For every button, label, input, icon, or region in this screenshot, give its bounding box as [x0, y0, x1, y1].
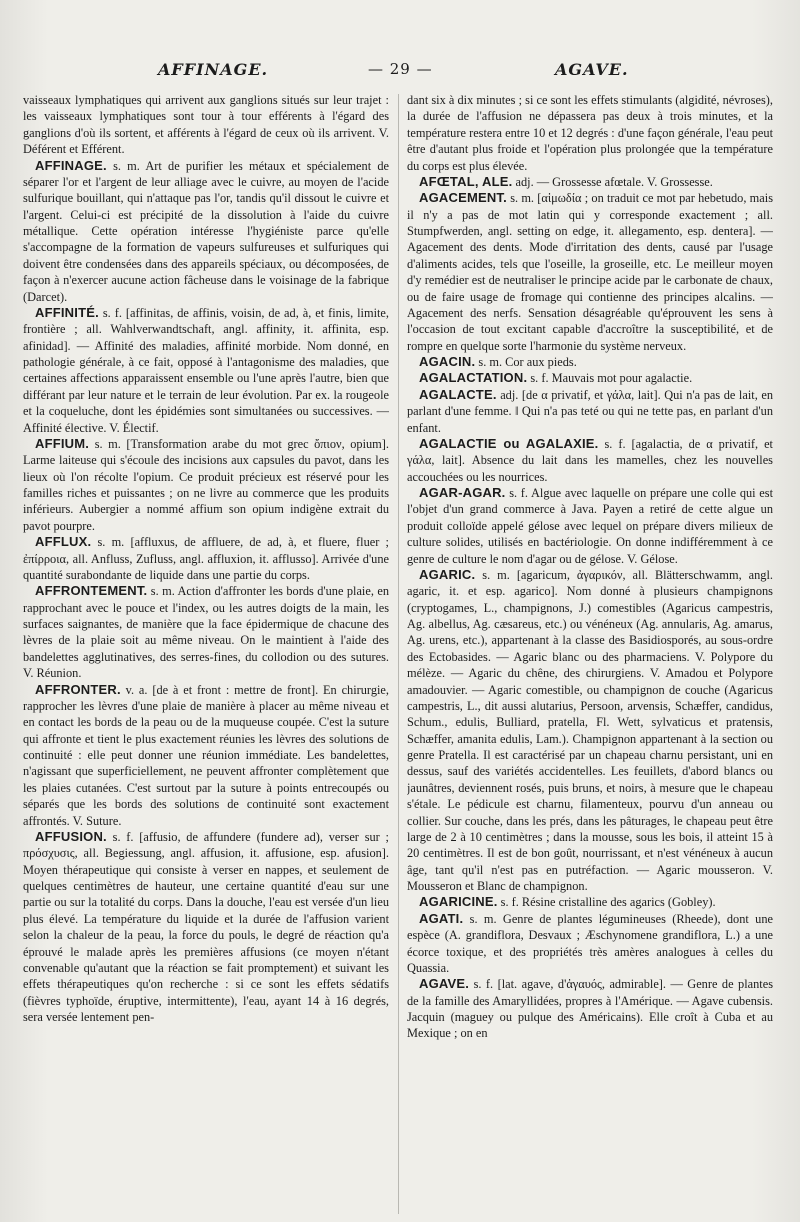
- entry-text: s. m. Art de purifier les métaux et spécialement de séparer l'or et l'argent de leur alliage avec le cuivre, au moyen de l'acide sulfurique bouillant, qui n'attaque pas l'or, tandis qu'il dissout le cuivre et l'argent. Celui-ci est précipité de la dissolution à l'aide du cuivre métallique. Cette opération intéresse l'hygiéniste parce qu'elle s'accompagne de la formation de vapeurs sulfureuses et sulfuriques qui doivent être condensées dans des appareils spéciaux, ou décomposées, de façon à n'exercer aucune action fâcheuse dans le voisinage de la fabrique (Darcet).: [23, 158, 389, 304]
- entry-text: v. a. [de à et front : mettre de front]. En chirurgie, rapprocher les lèvres d'une plaie de manière à placer au même niveau et en contact les bords de la peau ou de la muqueuse coupée. C'est la suture qui affronte et tient le plus exactement réunies les lèvres des solutions de continuité : elle peut donner une réunion immédiate. Les bandelettes, n'agissant que superficiellement, ne peuvent affronter complètement que les plaies cutanées. C'est surtout par la suture à points entrecoupés ou séparés que les bords des solutions de continuité sont exactement affrontés. V. Suture.: [23, 682, 389, 828]
- dictionary-entry: [407, 436, 773, 485]
- dictionary-entry: [407, 894, 773, 910]
- entry-headword: AGARICINE.: [419, 894, 498, 910]
- entry-headword: AGAVE.: [419, 976, 470, 992]
- entry-headword: AFFUSION.: [35, 828, 107, 844]
- dictionary-entry: [407, 370, 773, 386]
- entry-text: s. f. Algue avec laquelle on prépare une colle qui est l'objet d'un grand commerce à Java. Payen a retiré de cette algue un produit colloïde appelé gélose avec lequel on prépare divers milieux de culture solides, utilisés en bactériologie. On donne indifféremment à ce genre de culture le nom d'agar ou de gélose. V. Gélose.: [407, 486, 773, 566]
- entry-text: s. f. [affusio, de affundere (fundere ad), verser sur ; πρόσχυσις, all. Begiessung, angl. affusion, it. affusione, esp. afusion]. Moyen thérapeutique qui consiste à verser en nappes, et seulement de quelques centimètres de hauteur, une certaine quantité d'eau sur une partie ou sur la totalité du corps. Dans la douche, l'eau est versée d'un lieu plus élevé. La température du liquide et la durée de l'affusion varient selon la chaleur de la peau, la force du pouls, le degré de réaction qu'a éprouvé le malade après les premières affusions (ce moyen n'étant convenable qu'autant que la réaction se fait promptement) et suivant les effets thérapeutiques qu'on recherche : si ce sont les effets sédatifs (fièvres typhoïde, éruptive, intermittente), l'eau, ayant 14 à 16 degrés, sera versée lentement pen-: [23, 829, 389, 1024]
- entry-headword: AFFRONTEMENT.: [35, 583, 148, 599]
- dictionary-entry: [23, 583, 389, 681]
- entry-headword: AGALACTIE ou AGALAXIE.: [419, 435, 599, 451]
- page-number: — 29 —: [368, 60, 433, 78]
- entry-text: s. f. Mauvais mot pour agalactie.: [530, 371, 693, 386]
- entry-headword: AGALACTATION.: [419, 370, 528, 386]
- running-head-right: AGAVE.: [555, 60, 629, 79]
- dictionary-entry: [407, 485, 773, 567]
- entry-headword: AGALACTE.: [419, 386, 497, 402]
- entry-headword: AGACIN.: [419, 354, 476, 369]
- left-column: [23, 92, 389, 1218]
- entry-text: dant six à dix minutes ; si ce sont les effets stimulants (algidité, névroses), la durée de l'affusion ne dépassera pas deux à trois minutes, et la température restera entre 10 et 12 degrés : d'une façon générale, l'eau peut être d'autant plus froide et l'opération plus prolongée que la température du corps est plus élevée.: [407, 93, 773, 173]
- dictionary-entry: [407, 174, 773, 190]
- running-head-left: AFFINAGE.: [158, 60, 269, 79]
- entry-text: s. f. Résine cristalline des agarics (Gobley).: [500, 895, 716, 910]
- entry-headword: AFFINITÉ.: [35, 304, 99, 320]
- dictionary-entry: [23, 158, 389, 305]
- dictionary-entry: [407, 387, 773, 436]
- dictionary-entry: [407, 354, 773, 370]
- entry-text: s. m. Genre de plantes légumineuses (Rheede), dont une espèce (A. grandiflora, Desvaux ; Æschynomene grandiflora, L.) a une écorce toxique, et des propriétés très amères analogues à celles du Quassia.: [407, 911, 773, 975]
- entry-headword: AFFRONTER.: [35, 681, 121, 697]
- dictionary-entry: [407, 567, 773, 895]
- dictionary-entry: [23, 682, 389, 829]
- right-column: [407, 92, 773, 1218]
- entry-text: s. m. [affluxus, de affluere, de ad, à, et fluere, fluer ; ἐπίρροια, all. Anfluss, Zufluss, angl. affluxion, it. afflusso]. Arrivée d'une quantité surabondante de liquide dans une partie du corps.: [23, 535, 389, 582]
- entry-text: s. m. [Transformation arabe du mot grec ὄπιον, opium]. Larme laiteuse qui s'écoule des incisions aux capsules du pavot, dans les lieux où l'on récolte l'opium. Ce produit précieux est réservé pour les familles riches et puissantes ; on ne livre au commerce que les produits inférieurs. Aubergier a nommé affium son opium indigène extrait du pavot pourpre.: [23, 436, 389, 533]
- entry-headword: AGAR-AGAR.: [419, 485, 506, 500]
- dictionary-entry: [407, 976, 773, 1042]
- running-head: [0, 60, 800, 82]
- entry-text: s. m. Action d'affronter les bords d'une plaie, en rapprochant avec le pouce et l'index, ou les autres doigts de la main, les surfaces saignantes, de manière que la face épidermique de chacune des lèvres de la plaie soit au même niveau. On le maintient à l'aide des bandelettes agglutinatives, des serres-fines, du collodion ou des sutures. V. Réunion.: [23, 584, 389, 681]
- entry-text: adj. — Grossesse afœtale. V. Grossesse.: [515, 174, 713, 189]
- dictionary-entry: [407, 911, 773, 977]
- entry-headword: AGACEMENT.: [419, 190, 507, 206]
- entry-text: s. f. [affinitas, de affinis, voisin, de ad, à, et finis, limite, frontière ; all. Wahlverwandtschaft, angl. affinity, it. affinita, esp. afinidad]. — Affinité des maladies, affinité morbide. Nom donné, en pathologie générale, à ce fait, opposé à l'antagonisme des maladies, que certaines affections apparaissent ensemble ou l'une après l'autre, bien que différant par leur nature et le terrain de leur évolution. Par ex. la rougeole et la coqueluche, dont les épidémies sont simultanées ou successives. — Affinité élective. V. Électif.: [23, 305, 389, 435]
- entry-text: s. f. [agalactia, de α privatif, et γάλα, lait]. Absence du lait dans les mamelles, chez les nouvelles accouchées ou les nourrices.: [407, 436, 773, 484]
- entry-headword: AFFIUM.: [35, 435, 90, 451]
- entry-text: s. m. Cor aux pieds.: [478, 355, 577, 369]
- dictionary-entry: [407, 190, 773, 354]
- dictionary-entry: [23, 829, 389, 1026]
- dictionary-entry: [407, 92, 773, 174]
- dictionary-entry: [23, 436, 389, 534]
- entry-headword: AGARIC.: [419, 566, 476, 582]
- entry-text: s. f. [lat. agave, d'ἀγαυός, admirable]. — Genre de plantes de la famille des Amaryllidées, propres à l'Amérique. — Agave cubensis. Jacquin (maguey ou pulque des Américains). Elle croît à Cuba et au Mexique ; on en: [407, 977, 773, 1041]
- entry-text: vaisseaux lymphatiques qui arrivent aux ganglions situés sur leur trajet : les vaisseaux lymphatiques sont tour à tour efférents à l'égard des ganglions d'où ils sortent, et afférents à l'égard de ceux où ils arrivent. V. Déférent et Efférent.: [23, 93, 389, 157]
- entry-text: s. m. [αἱμωδία ; on traduit ce mot par hebetudo, mais il n'y a pas de mot latin qui y corresponde exactement ; all. Stumpfwerden, angl. setting on edge, it. allegamento, esp. dentera]. — Agacement des dents. Mode d'irritation des dents, causé par l'usage d'aliments acides, tels que l'oseille, la groseille, etc. Le meilleur moyen d'y remédier est de neutraliser le principe acide par le carbonate de chaux, ou de faire usage de fromage qui contienne des principes alcalins. — Agacement des nerfs. Sensation désagréable qu'éprouvent les sens à l'occasion de tout excitant capable d'accroître la susceptibilité, et de rompre en quelque sorte l'harmonie du système nerveux.: [407, 191, 773, 353]
- entry-headword: AFFINAGE.: [35, 157, 107, 173]
- entry-headword: AFŒTAL, ALE.: [419, 173, 513, 189]
- dictionary-entry: [23, 92, 389, 158]
- entry-text: s. m. [agaricum, ἀγαρικόν, all. Blätterschwamm, angl. agaric, it. et esp. agarico]. Nom donné à plusieurs champignons (cryptogames, L., champignons, J.) comestibles (Agaricus campestris, Ag. albellus, Ag. cæsareus, etc.) ou vénéneux (Ag. annularis, Ag. amarus, Ag. urens, etc.), appartenant à la classe des Basidiosporés, au sous-ordre des Ectobasides. — Agaric blanc ou des pharmaciens. V. Polypore du mélèze. — Agaric du chêne, des chirurgiens. V. Amadou et Polypore amadouvier. — Agaric comestible, ou champignon de couche (Agaricus campestris, L., dit aussi alutarius, Persoon, arvensis, Schæffer, candidus, Schum., edulis, Bulliard, pratella, Fl. Wett, sylvaticus et pratensis, Schæffer, amanita edulis, Lam.). Champignon appartenant à la section ou genre Pratella. Il est caractérisé par un chapeau charnu persistant, uni en dessus, sauf des variétés accidentelles. Les feuillets, d'abord blancs ou jaunâtres, deviennent rosés, puis bruns, et noirs, à mesure que le chapeau s'étale. Le pédicule est charnu, filamenteux, pourvu d'un anneau ou collier. Sur couche, dans les prés, dans les pâturages, le chapeau peut être large de 2 à 10 centimètres ; dans la mousse, sous les bois, il atteint 15 à 20 centimètres. Il est de bon goût, nourrissant, et n'est vénéneux à aucun âge, tant qu'il n'est pas en putréfaction. — Agaric mousseron. V. Mousseron et Blanc de champignon.: [407, 567, 773, 893]
- entry-headword: AFFLUX.: [35, 534, 92, 550]
- dictionary-entry: [23, 305, 389, 436]
- dictionary-entry: [23, 534, 389, 583]
- entry-text: adj. [de α privatif, et γάλα, lait]. Qui n'a pas de lait, en parlant d'une femme. ‖ Qui n'a pas teté ou qui ne tette pas, en parlant d'un enfant.: [407, 387, 773, 435]
- text-columns: [23, 92, 783, 1218]
- entry-headword: AGATI.: [419, 910, 464, 926]
